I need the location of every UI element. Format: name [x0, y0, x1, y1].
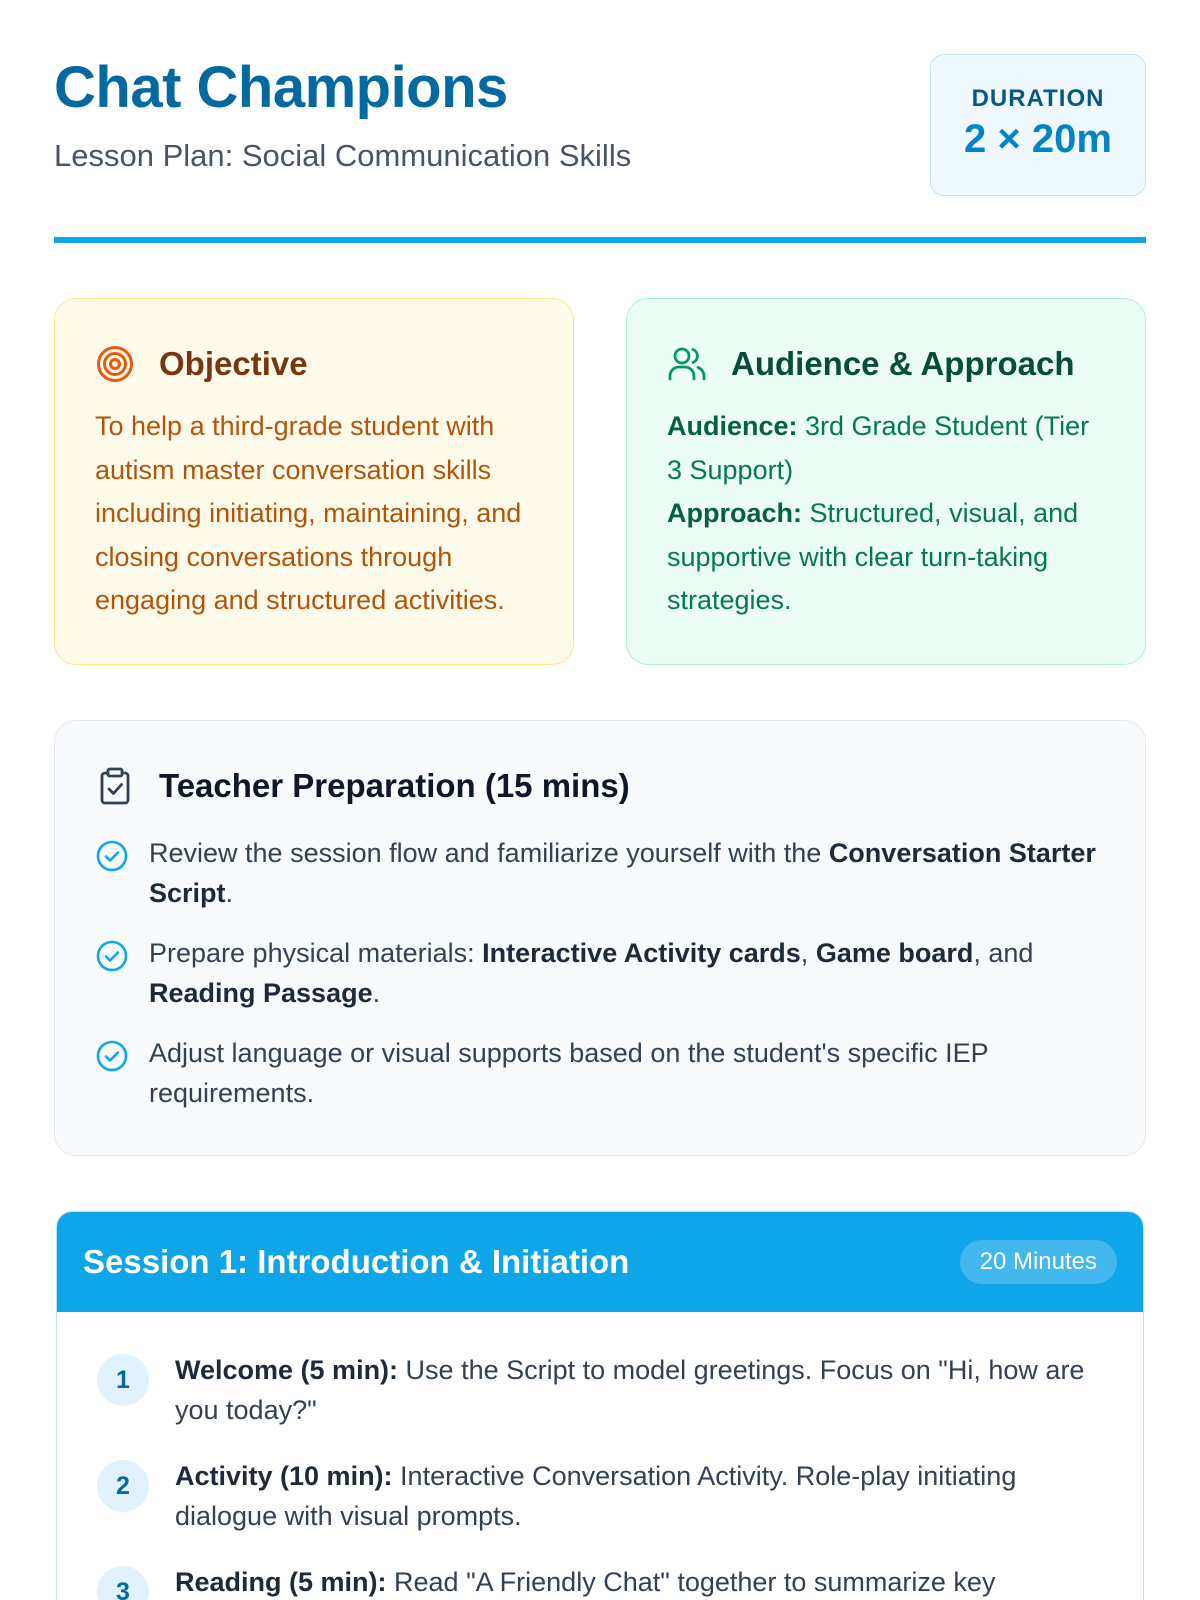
prep-item-text-part: Prepare physical materials: [149, 938, 483, 968]
audience-label: Audience: [667, 411, 798, 441]
prep-item-highlight: Interactive Activity cards [482, 938, 801, 968]
clipboard-check-icon [95, 766, 135, 806]
objective-header [95, 339, 533, 389]
step-text [175, 1562, 995, 1600]
approach-label: Approach: [667, 498, 802, 528]
session-duration-badge: 20 Minutes [960, 1240, 1117, 1284]
prep-item-text [149, 1033, 1105, 1113]
step-description: Read "A Friendly Chat" together to summarize key [386, 1567, 996, 1597]
prep-list [95, 833, 1105, 1113]
objective-text: To help a third-grade student with autism master conversation skills including initiating, maintaining, and closing conversations through engaging and structured activities. [95, 411, 522, 615]
audience-text [667, 405, 1105, 623]
audience-card [626, 298, 1146, 665]
list-item [97, 1350, 1103, 1430]
page-title: Chat Champions [54, 55, 508, 120]
step-text [175, 1456, 1103, 1536]
duration-box [930, 54, 1146, 196]
prep-item-text-part: , [800, 938, 816, 968]
objective-title: Objective [159, 345, 308, 382]
step-number: 3 [97, 1566, 149, 1600]
step-description: Use the Script to model greetings. Focus on "Hi, how are you today?" [175, 1355, 1085, 1425]
step-number: 1 [97, 1354, 149, 1406]
prep-item-text [149, 933, 1105, 1013]
prep-item-text-part: , and [973, 938, 1034, 968]
list-item [95, 833, 1105, 913]
check-circle-icon [95, 939, 129, 973]
list-item [97, 1562, 1103, 1600]
target-icon [95, 344, 135, 384]
prep-item-text-part: Review the session flow and familiarize yourself with the [149, 838, 829, 868]
teacher-preparation-card [54, 720, 1146, 1156]
step-label: Welcome (5 min): [175, 1355, 399, 1385]
users-icon [667, 344, 707, 384]
approach-value: Structured, visual, and supportive with clear turn-taking strategies. [667, 498, 1079, 615]
audience-value: 3rd Grade Student (Tier 3 Support) [667, 411, 1090, 485]
check-circle-icon [95, 1039, 129, 1073]
step-label: Reading (5 min): [175, 1567, 387, 1597]
page-header [54, 0, 1146, 242]
duration-label: DURATION [971, 85, 1105, 112]
session-header [57, 1212, 1143, 1312]
prep-item-text [149, 833, 1105, 913]
prep-header [95, 761, 1105, 811]
list-item [97, 1456, 1103, 1536]
prep-item-text-part: . [225, 878, 234, 908]
prep-item-highlight: Reading Passage [149, 978, 373, 1008]
objective-card [54, 298, 574, 665]
audience-title: Audience & Approach [731, 345, 1075, 382]
page-subtitle: Lesson Plan: Social Communication Skills [54, 138, 632, 173]
prep-item-highlight: Conversation Starter Script [149, 838, 1096, 908]
session-title: Session 1: Introduction & Initiation [83, 1243, 630, 1280]
list-item [95, 1033, 1105, 1113]
prep-item-highlight: Game board [815, 938, 974, 968]
prep-title: Teacher Preparation (15 mins) [159, 767, 630, 804]
info-cards [54, 298, 1146, 665]
step-text [175, 1350, 1103, 1430]
list-item [95, 933, 1105, 1013]
step-label: Activity (10 min): [175, 1461, 393, 1491]
prep-item-text-part: . [372, 978, 381, 1008]
session-1-card [56, 1211, 1144, 1600]
step-description: Interactive Conversation Activity. Role-play initiating dialogue with visual prompts. [175, 1461, 1017, 1531]
prep-item-text-part: Adjust language or visual supports based on the student's specific IEP requirements. [149, 1038, 989, 1108]
duration-value: 2 × 20m [964, 117, 1112, 161]
session-steps [57, 1312, 1143, 1600]
audience-header [667, 339, 1105, 389]
check-circle-icon [95, 839, 129, 873]
header-divider [54, 237, 1146, 243]
step-number: 2 [97, 1460, 149, 1512]
